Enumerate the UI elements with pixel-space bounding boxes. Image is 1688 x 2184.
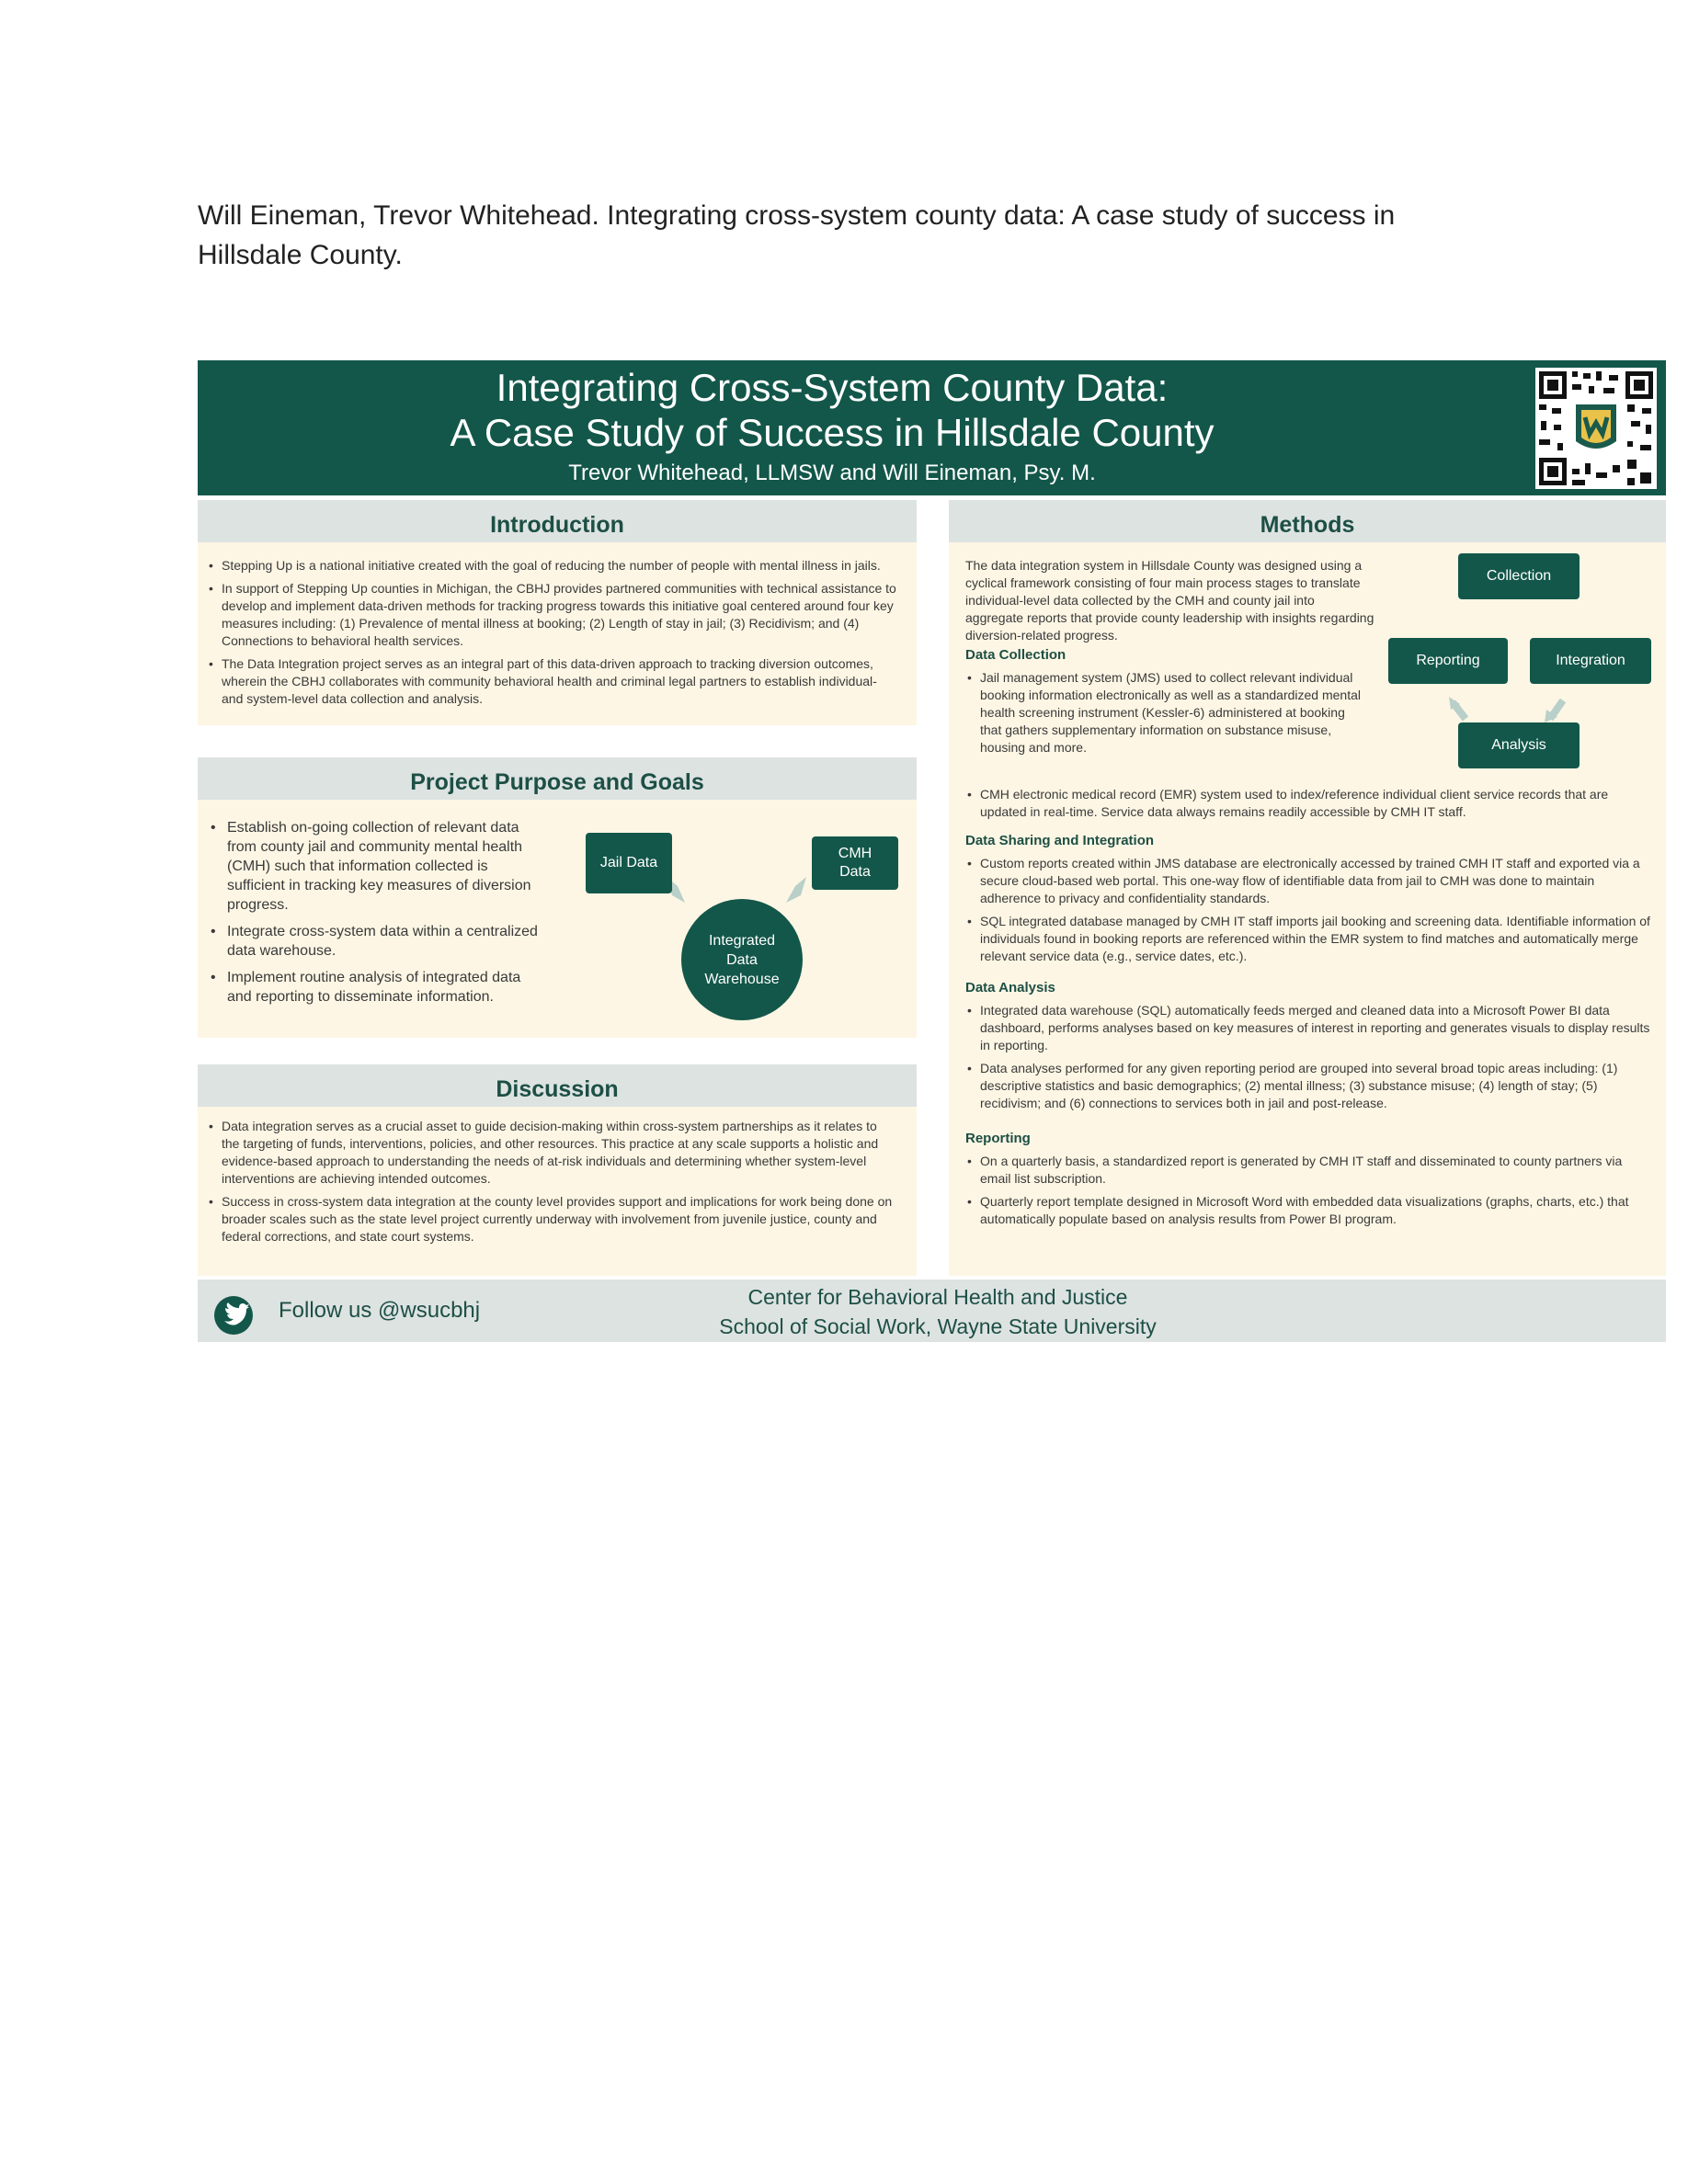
warehouse-line3: Warehouse (704, 971, 780, 987)
data-analysis-list (965, 1002, 1650, 1118)
list-item: • On a quarterly basis, a standardized report is generated by CMH IT staff and disseminated to county partners via email list subscription. (965, 1153, 1650, 1188)
citation-text: Will Eineman, Trevor Whitehead. Integrating cross-system county data: A case study of success in Hillsdale County. (198, 200, 1396, 270)
data-sharing-heading: Data Sharing and Integration (965, 833, 1155, 848)
data-collection-list-a (965, 669, 1361, 762)
methods-panel (949, 500, 1666, 1276)
list-item: • SQL integrated database managed by CMH IT staff imports jail booking and screening data. Identifiable information of individuals found in booking reports are referenced within the EMR system to find matches and automatically merge relevant service data (e.g., service dates, etc.). (965, 913, 1650, 965)
reporting-list (965, 1153, 1650, 1234)
list-item: • Stepping Up is a national initiative created with the goal of reducing the number of people with mental illness in jails. (207, 557, 896, 574)
purpose-panel (198, 757, 917, 1038)
collection-node: Collection (1458, 553, 1580, 599)
methods-heading: Methods (949, 500, 1666, 542)
qr-code-icon (1535, 368, 1657, 489)
list-item: • Establish on-going collection of relevant data from county jail and community mental health (CMH) such that information collected is sufficient in tracking key measures of diversion progress. (209, 818, 549, 915)
warehouse-line2: Data (726, 951, 758, 968)
introduction-panel (198, 500, 917, 725)
integrated-data-warehouse-node (681, 899, 803, 1020)
cmh-data-line2: Data (839, 864, 871, 880)
data-analysis-heading: Data Analysis (965, 980, 1055, 995)
poster-authors: Trevor Whitehead, LLMSW and Will Eineman, Psy. M. (568, 461, 1096, 485)
wayne-state-logo-icon (1576, 404, 1616, 449)
introduction-list (207, 557, 896, 713)
introduction-heading: Introduction (198, 500, 917, 542)
list-item: • Integrated data warehouse (SQL) automatically feeds merged and cleaned data into a Microsoft Power BI data dashboard, performs analyses based on key measures of interest in reporting and generates visuals to display results in reporting. (965, 1002, 1650, 1054)
center-name: Center for Behavioral Health and Justice (747, 1285, 1128, 1309)
reporting-node: Reporting (1388, 638, 1508, 684)
warehouse-line1: Integrated (708, 932, 776, 949)
poster-title-line2: A Case Study of Success in Hillsdale County (450, 411, 1215, 454)
data-collection-list-b (965, 786, 1650, 826)
reporting-heading: Reporting (965, 1131, 1031, 1146)
poster-title-line1: Integrating Cross-System County Data: (496, 366, 1169, 409)
twitter-icon[interactable] (214, 1296, 253, 1335)
list-item: • Success in cross-system data integration at the county level provides support and implications for work being done on broader scales such as the state level project currently underway with involvement from juvenile justice, county and federal corrections, and state court systems. (207, 1193, 898, 1246)
list-item: • Jail management system (JMS) used to collect relevant individual booking information electronically as well as a standardized mental health screening instrument (Kessler-6) administered at booking that gathers supplementary information on substance misuse, housing and more. (965, 669, 1361, 756)
list-item: • Implement routine analysis of integrated data and reporting to disseminate information. (209, 968, 549, 1007)
cmh-data-line1: CMH (838, 846, 873, 861)
analysis-node: Analysis (1458, 722, 1580, 768)
data-collection-heading: Data Collection (965, 647, 1066, 663)
list-item: • Data analyses performed for any given reporting period are grouped into several broad topic areas including: (1) descriptive statistics and basic demographics; (2) mental illness; (3) substance misuse; (4) length of stay; (5) recidivism; and (6) connections to services both in jail and post-release. (965, 1060, 1650, 1112)
discussion-panel (198, 1064, 917, 1276)
school-name: School of Social Work, Wayne State University (719, 1314, 1157, 1338)
list-item: • Quarterly report template designed in Microsoft Word with embedded data visualizations (graphs, charts, etc.) that automatically populate based on analysis results from Power BI program. (965, 1193, 1650, 1228)
qr-code-graphic (1535, 368, 1657, 489)
list-item: • Integrate cross-system data within a centralized data warehouse. (209, 922, 549, 961)
purpose-diagram-arrows (198, 757, 917, 1038)
list-item: • Data integration serves as a crucial asset to guide decision-making within cross-system partnerships as it relates to the targeting of funds, interventions, policies, and other resources. This practice at any scale supports a holistic and evidence-based approach to understanding the needs of at-risk individuals and determining whether system-level interventions are achieving intended outcomes. (207, 1118, 898, 1188)
poster-banner (198, 360, 1666, 495)
poster-footer (198, 1280, 1666, 1342)
discussion-list (207, 1118, 898, 1251)
poster (198, 360, 1666, 1342)
list-item: • CMH electronic medical record (EMR) system used to index/reference individual client service records that are updated in real-time. Service data always remains readily accessible by CMH IT staff. (965, 786, 1650, 821)
discussion-heading: Discussion (198, 1064, 917, 1107)
purpose-heading: Project Purpose and Goals (198, 757, 917, 800)
jail-data-node: Jail Data (586, 833, 672, 893)
cmh-data-node (812, 836, 898, 890)
methods-intro: The data integration system in Hillsdale County was designed using a cyclical framework consisting of four main process stages to translate individual-level data collected by the CMH and county jail into aggregate reports that provide county leadership with insights regarding diversion-related progress. (965, 558, 1374, 643)
list-item: • Custom reports created within JMS database are electronically accessed by trained CMH IT staff and exported via a secure cloud-based web portal. This one-way flow of identifiable data from jail to CMH was done to maintain adherence to privacy and confidentiality standards. (965, 855, 1650, 907)
follow-us-link[interactable]: Follow us @wsucbhj (279, 1298, 481, 1323)
twitter-bird-graphic (214, 1296, 253, 1335)
list-item: • In support of Stepping Up counties in Michigan, the CBHJ provides partnered communities with technical assistance to develop and implement data-driven methods for tracking progress towards this initiative goal centered around four key measures including: (1) Prevalence of mental illness at booking; (2) Length of stay in jail; (3) Recidivism; and (4) Connections to behavioral health services. (207, 580, 896, 650)
data-sharing-list (965, 855, 1650, 971)
arrow-cmh-to-warehouse (786, 877, 806, 903)
list-item: • The Data Integration project serves as an integral part of this data-driven approach to tracking diversion outcomes, wherein the CBHJ collaborates with community behavioral health and criminal legal partners to establish individual- and system-level data collection and analysis. (207, 655, 896, 708)
integration-node: Integration (1530, 638, 1651, 684)
